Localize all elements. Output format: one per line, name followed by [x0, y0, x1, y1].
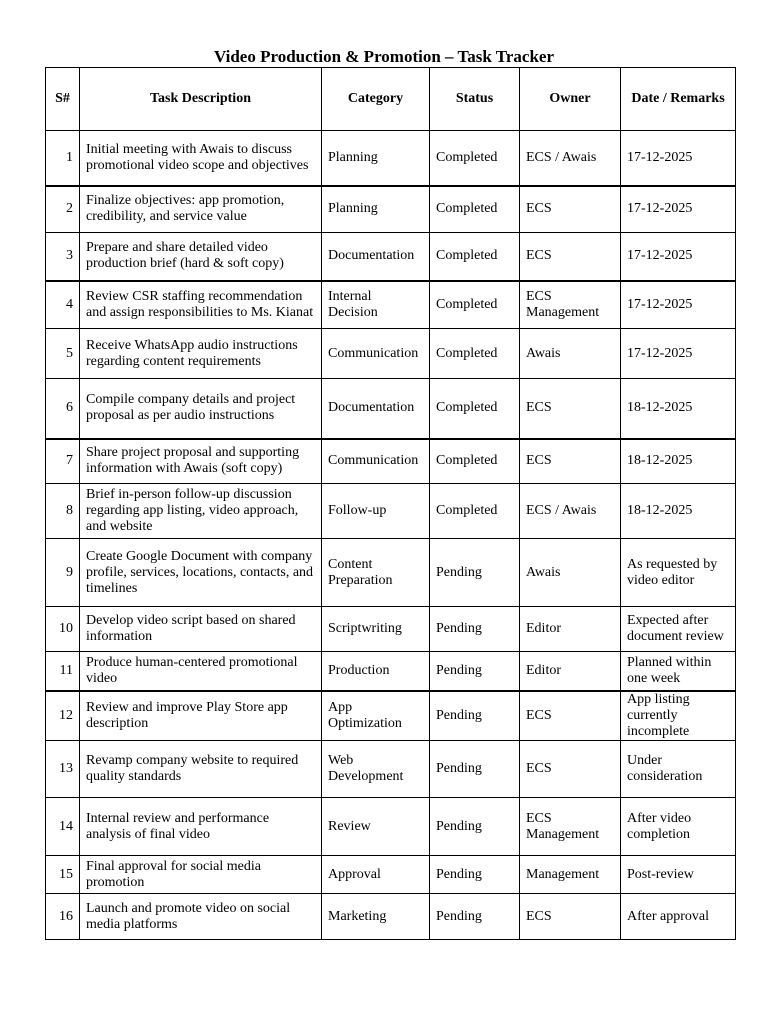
cell-status: Completed: [430, 233, 520, 281]
cell-category: Communication: [322, 439, 430, 484]
column-header-task: Task Description: [80, 68, 322, 131]
table-row: [46, 484, 736, 539]
table-row: [46, 894, 736, 940]
cell-sn: 2: [46, 186, 80, 233]
table-row: [46, 798, 736, 856]
cell-sn: 8: [46, 484, 80, 539]
cell-date: 18-12-2025: [621, 379, 736, 439]
cell-status: Completed: [430, 329, 520, 379]
cell-owner: ECS: [520, 894, 621, 940]
cell-category: Planning: [322, 186, 430, 233]
table-row: [46, 439, 736, 484]
cell-date: 17-12-2025: [621, 281, 736, 329]
cell-date: As requested by video editor: [621, 539, 736, 607]
cell-owner: ECS: [520, 379, 621, 439]
cell-status: Completed: [430, 379, 520, 439]
cell-date: 17-12-2025: [621, 329, 736, 379]
cell-date: Expected after document review: [621, 607, 736, 652]
table-row: [46, 281, 736, 329]
table-row: [46, 741, 736, 798]
cell-sn: 11: [46, 652, 80, 691]
cell-task: Compile company details and project proposal as per audio instructions: [80, 379, 322, 439]
cell-category: Planning: [322, 131, 430, 186]
cell-owner: ECS / Awais: [520, 131, 621, 186]
cell-task: Produce human-centered promotional video: [80, 652, 322, 691]
table-row: [46, 652, 736, 691]
cell-status: Pending: [430, 652, 520, 691]
cell-sn: 12: [46, 691, 80, 741]
table-header-row: [46, 68, 736, 131]
table-row: [46, 329, 736, 379]
cell-status: Pending: [430, 894, 520, 940]
cell-status: Pending: [430, 691, 520, 741]
cell-owner: ECS Management: [520, 281, 621, 329]
cell-owner: ECS / Awais: [520, 484, 621, 539]
cell-category: Documentation: [322, 233, 430, 281]
cell-category: Scriptwriting: [322, 607, 430, 652]
table-row: [46, 856, 736, 894]
cell-date: After video completion: [621, 798, 736, 856]
column-header-date: Date / Remarks: [621, 68, 736, 131]
table-row: [46, 539, 736, 607]
cell-sn: 7: [46, 439, 80, 484]
cell-owner: ECS: [520, 233, 621, 281]
cell-status: Pending: [430, 856, 520, 894]
cell-sn: 15: [46, 856, 80, 894]
column-header-category: Category: [322, 68, 430, 131]
document-title: Video Production & Promotion – Task Tracker: [213, 47, 555, 66]
cell-task: Revamp company website to required quality standards: [80, 741, 322, 798]
cell-status: Pending: [430, 741, 520, 798]
cell-owner: Awais: [520, 329, 621, 379]
cell-task: Develop video script based on shared information: [80, 607, 322, 652]
column-header-owner: Owner: [520, 68, 621, 131]
table-row: [46, 607, 736, 652]
cell-date: 18-12-2025: [621, 439, 736, 484]
cell-sn: 6: [46, 379, 80, 439]
cell-sn: 4: [46, 281, 80, 329]
table-row: [46, 131, 736, 186]
cell-status: Pending: [430, 607, 520, 652]
cell-sn: 1: [46, 131, 80, 186]
cell-category: Documentation: [322, 379, 430, 439]
cell-owner: Editor: [520, 652, 621, 691]
cell-status: Pending: [430, 798, 520, 856]
cell-category: Review: [322, 798, 430, 856]
cell-category: App Optimization: [322, 691, 430, 741]
cell-owner: ECS: [520, 741, 621, 798]
task-tracker-table: [45, 67, 736, 940]
table-row: [46, 233, 736, 281]
cell-sn: 3: [46, 233, 80, 281]
cell-owner: ECS: [520, 439, 621, 484]
cell-date: Planned within one week: [621, 652, 736, 691]
cell-task: Final approval for social media promotion: [80, 856, 322, 894]
column-header-status: Status: [430, 68, 520, 131]
cell-category: Production: [322, 652, 430, 691]
cell-sn: 9: [46, 539, 80, 607]
column-header-sn: S#: [46, 68, 80, 131]
cell-category: Internal Decision: [322, 281, 430, 329]
cell-owner: Awais: [520, 539, 621, 607]
cell-date: 17-12-2025: [621, 131, 736, 186]
cell-owner: ECS: [520, 186, 621, 233]
cell-owner: ECS: [520, 691, 621, 741]
cell-task: Prepare and share detailed video production brief (hard & soft copy): [80, 233, 322, 281]
cell-category: Communication: [322, 329, 430, 379]
cell-task: Review and improve Play Store app description: [80, 691, 322, 741]
cell-sn: 16: [46, 894, 80, 940]
cell-sn: 13: [46, 741, 80, 798]
cell-status: Completed: [430, 186, 520, 233]
cell-task: Initial meeting with Awais to discuss promotional video scope and objectives: [80, 131, 322, 186]
cell-date: 18-12-2025: [621, 484, 736, 539]
cell-status: Completed: [430, 281, 520, 329]
cell-status: Completed: [430, 484, 520, 539]
cell-owner: ECS Management: [520, 798, 621, 856]
cell-task: Share project proposal and supporting information with Awais (soft copy): [80, 439, 322, 484]
cell-date: 17-12-2025: [621, 186, 736, 233]
cell-category: Content Preparation: [322, 539, 430, 607]
table-row: [46, 691, 736, 741]
cell-status: Completed: [430, 131, 520, 186]
cell-sn: 14: [46, 798, 80, 856]
cell-task: Receive WhatsApp audio instructions regarding content requirements: [80, 329, 322, 379]
cell-date: After approval: [621, 894, 736, 940]
cell-status: Pending: [430, 539, 520, 607]
cell-category: Web Development: [322, 741, 430, 798]
cell-sn: 5: [46, 329, 80, 379]
cell-date: Post-review: [621, 856, 736, 894]
cell-task: Launch and promote video on social media platforms: [80, 894, 322, 940]
cell-task: Create Google Document with company profile, services, locations, contacts, and timelines: [80, 539, 322, 607]
cell-task: Internal review and performance analysis of final video: [80, 798, 322, 856]
cell-date: Under consideration: [621, 741, 736, 798]
cell-status: Completed: [430, 439, 520, 484]
cell-category: Approval: [322, 856, 430, 894]
cell-category: Marketing: [322, 894, 430, 940]
cell-task: Review CSR staffing recommendation and assign responsibilities to Ms. Kianat: [80, 281, 322, 329]
cell-task: Finalize objectives: app promotion, credibility, and service value: [80, 186, 322, 233]
cell-date: 17-12-2025: [621, 233, 736, 281]
cell-owner: Management: [520, 856, 621, 894]
cell-task: Brief in-person follow-up discussion regarding app listing, video approach, and website: [80, 484, 322, 539]
cell-category: Follow-up: [322, 484, 430, 539]
table-row: [46, 379, 736, 439]
cell-date: App listing currently incomplete: [621, 691, 736, 741]
cell-owner: Editor: [520, 607, 621, 652]
cell-sn: 10: [46, 607, 80, 652]
table-row: [46, 186, 736, 233]
